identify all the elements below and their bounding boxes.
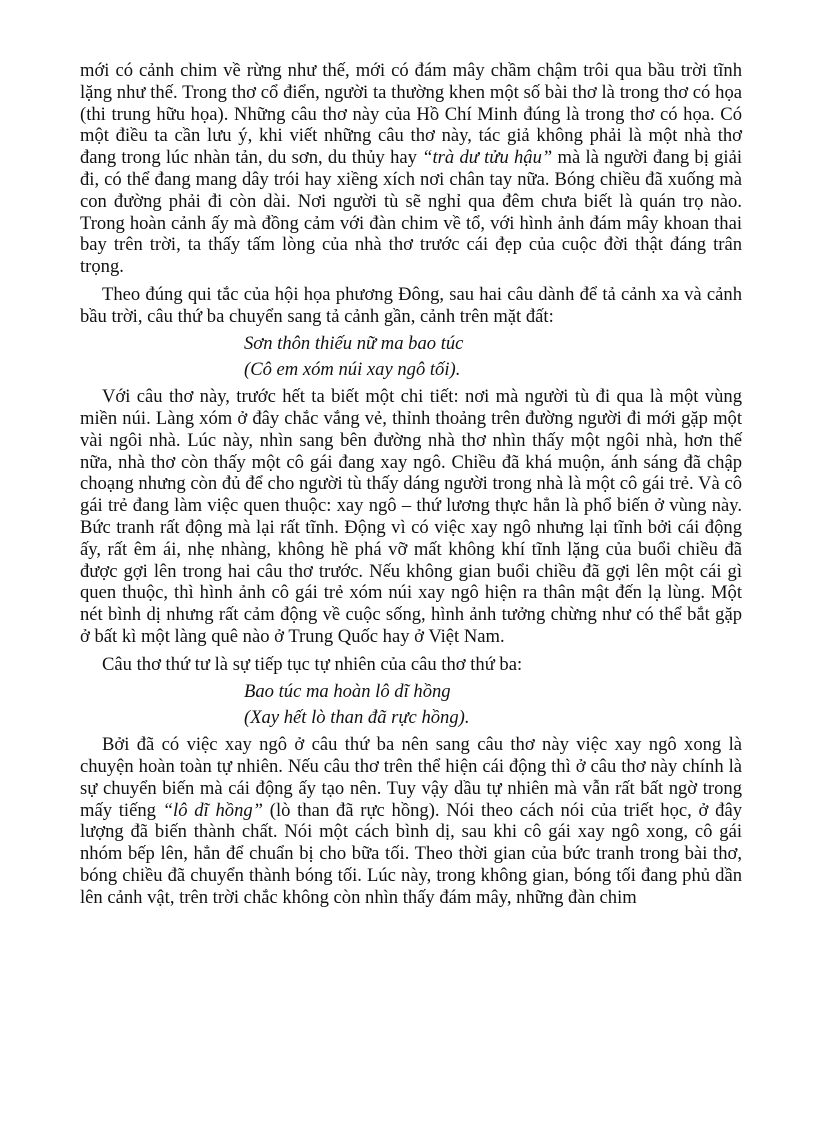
verse-1-line-1: Sơn thôn thiếu nữ ma bao túc [244, 332, 464, 354]
paragraph-5-text-a: Bởi đã có việc xay ngô ở câu thứ ba nên sang câu thơ này việc xay ngô xong là chuyện hoàn toàn tự nhiên. Nếu câu thơ trên thể hiện cái động thì ở câu thơ này chính là sự chuyển biến mà cái động ấy tạo nên. Tuy vậy dầu tự nhiên mà vẫn rất bất ngờ trong mấy tiếng [80, 734, 742, 821]
paragraph-1-text-b: mà là người đang bị giải đi, có thể đang mang dây trói hay xiềng xích nơi chân tay nữa. Bóng chiều đã xuống mà con đường phải đi còn dài. Nơi người tù sẽ nghỉ qua đêm chưa biết là quán trọ nào. Trong hoàn cảnh ấy mà đồng cảm với đàn chim về tổ, với hình ảnh đám mây khoan thai bay trên trời, ta thấy tấm lòng của nhà thơ trước cái đẹp của cuộc đời thật đáng trân trọng. [80, 147, 742, 278]
verse-2-line-1: Bao túc ma hoàn lô dĩ hồng [244, 680, 451, 702]
paragraph-5-text-b: (lò than đã rực hồng). Nói theo cách nói của triết học, ở đây lượng đã biến thành chất. Nói một cách bình dị, sau khi cô gái xay ngô xong, cô gái nhóm bếp lên, hẳn để chuẩn bị cho bữa tối. Theo thời gian của bức tranh trong bài thơ, bóng chiều đã chuyển thành bóng tối. Lúc này, trong không gian, bóng tối đang phủ dần lên cảnh vật, trên trời chắc không còn nhìn thấy đám mây, những đàn chim [80, 799, 742, 908]
paragraph-1-text-a: mới có cảnh chim về rừng như thế, mới có đám mây chầm chậm trôi qua bầu trời tĩnh lặng như thế. Trong thơ cổ điển, người ta thường khen một số bài thơ là trong thơ có họa (thi trung hữu họa). Những câu thơ này của Hồ Chí Minh đúng là trong thơ có họa. Có một điều ta cần lưu ý, khi viết những câu thơ này, tác giả không phải là một nhà thơ đang trong lúc nhàn tản, du sơn, du thủy hay [80, 60, 742, 169]
paragraph-1 [80, 60, 742, 278]
paragraph-2: Theo đúng qui tắc của hội họa phương Đông, sau hai câu dành để tả cảnh xa và cảnh bầu trời, câu thứ ba chuyển sang tả cảnh gần, cảnh trên mặt đất: [80, 283, 742, 327]
paragraph-5 [80, 734, 742, 908]
paragraph-4: Câu thơ thứ tư là sự tiếp tục tự nhiên của câu thơ thứ ba: [102, 653, 523, 675]
paragraph-5-italic-phrase: “lô dĩ hồng” [162, 799, 264, 821]
verse-2-line-2: (Xay hết lò than đã rực hồng). [244, 707, 470, 729]
verse-1-line-2: (Cô em xóm núi xay ngô tối). [244, 359, 461, 381]
paragraph-1-italic-phrase: “trà dư tửu hậu” [422, 147, 553, 169]
paragraph-3: Với câu thơ này, trước hết ta biết một chi tiết: nơi mà người tù đi qua là một vùng miền núi. Làng xóm ở đây chắc vắng vẻ, thỉnh thoảng trên đường người đi mới gặp một vài ngôi nhà. Lúc này, nhìn sang bên đường nhà thơ nhìn thấy một ngôi nhà, hơn thế nữa, nhà thơ còn thấy một cô gái đang xay ngô. Chiều đã khá muộn, ánh sáng đã chập choạng nhưng còn đủ để cho người tù thấy dáng người trong nhà là một cô gái trẻ. Và cô gái trẻ đang làm việc quen thuộc: xay ngô – thứ lương thực hẳn là phổ biến ở vùng này. Bức tranh rất động mà lại rất tĩnh. Động vì có việc xay ngô nhưng lại tĩnh bởi cái động ấy, rất êm ái, nhẹ nhàng, không hề phá vỡ mất không khí tĩnh lặng của buổi chiều đã được gợi lên trong hai câu thơ trước. Nếu không gian buổi chiều đã gợi lên một cái gì quen thuộc, thì hình ảnh cô gái trẻ xóm núi xay ngô hiện ra thân mật đến lạ lùng. Một nét bình dị nhưng rất cảm động về cuộc sống, hình ảnh tưởng chừng như có thể bắt gặp ở bất kì một làng quê nào ở Trung Quốc hay ở Việt Nam. [80, 386, 742, 647]
